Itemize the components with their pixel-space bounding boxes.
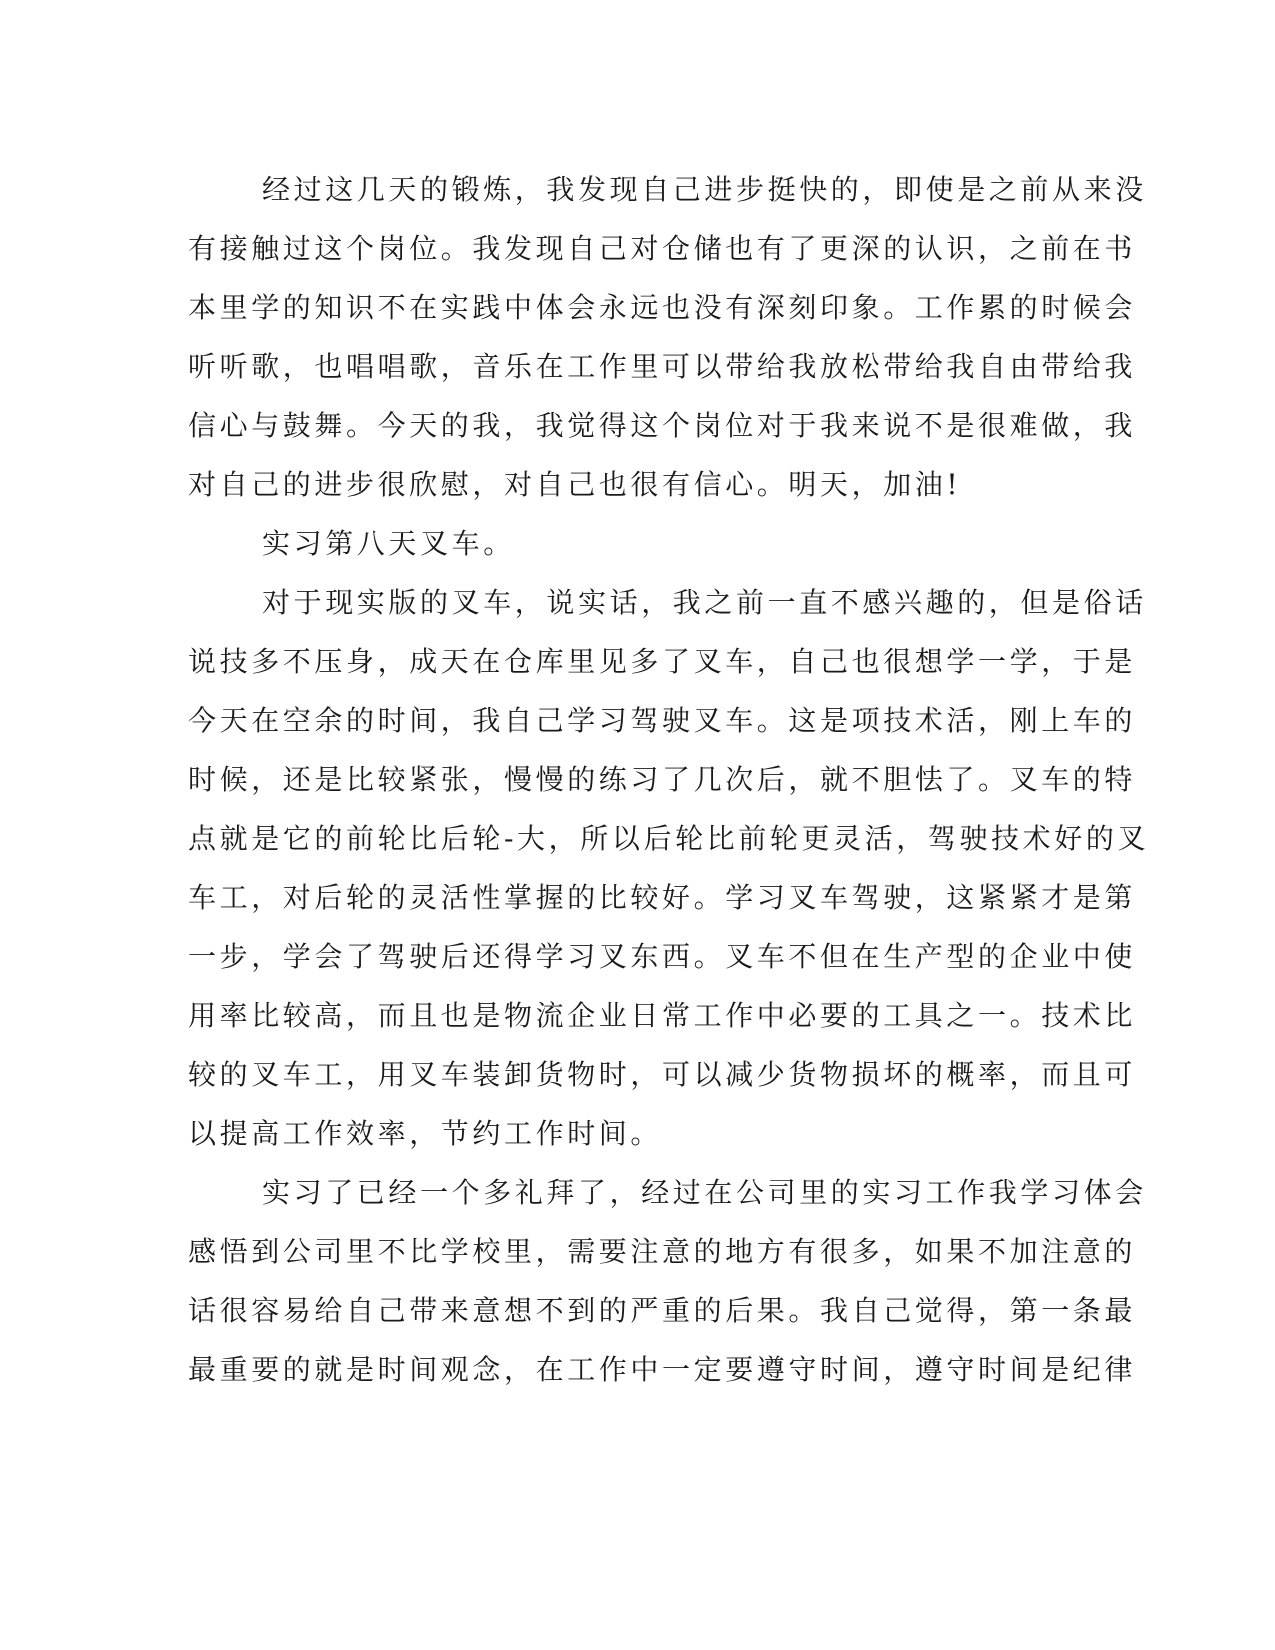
text-line: 最重要的就是时间观念，在工作中一定要遵守时间，遵守时间是纪律 — [188, 1353, 1137, 1386]
paragraph-time-discipline — [188, 1163, 1147, 1399]
paragraph-forklift — [188, 573, 1150, 1163]
section-heading: 实习第八天叉车。 — [262, 527, 515, 560]
text-line: 点就是它的前轮比后轮-大，所以后轮比前轮更灵活，驾驶技术好的叉 — [188, 822, 1150, 855]
text-line: 说技多不压身，成天在仓库里见多了叉车，自己也很想学一学，于是 — [188, 645, 1137, 678]
text-line: 有接触过这个岗位。我发现自己对仓储也有了更深的认识，之前在书 — [188, 232, 1137, 265]
text-line: 对自己的进步很欣慰，对自己也很有信心。明天，加油! — [188, 468, 962, 501]
document-body — [188, 160, 1150, 1399]
text-line: 本里学的知识不在实践中体会永远也没有深刻印象。工作累的时候会 — [188, 291, 1137, 324]
text-line: 一步，学会了驾驶后还得学习叉东西。叉车不但在生产型的企业中使 — [188, 940, 1137, 973]
paragraph-progress — [188, 160, 1147, 514]
text-line: 话很容易给自己带来意想不到的严重的后果。我自己觉得，第一条最 — [188, 1294, 1137, 1327]
text-line: 经过这几天的锻炼，我发现自己进步挺快的，即使是之前从来没 — [262, 173, 1147, 206]
text-line: 听听歌，也唱唱歌，音乐在工作里可以带给我放松带给我自由带给我 — [188, 350, 1137, 383]
text-line: 信心与鼓舞。今天的我，我觉得这个岗位对于我来说不是很难做，我 — [188, 409, 1137, 442]
text-line: 实习了已经一个多礼拜了，经过在公司里的实习工作我学习体会 — [262, 1176, 1147, 1209]
paragraph-day-heading — [188, 514, 1068, 573]
text-line: 时候，还是比较紧张，慢慢的练习了几次后，就不胆怯了。叉车的特 — [188, 763, 1137, 796]
text-line: 用率比较高，而且也是物流企业日常工作中必要的工具之一。技术比 — [188, 999, 1137, 1032]
text-line: 感悟到公司里不比学校里，需要注意的地方有很多，如果不加注意的 — [188, 1235, 1137, 1268]
text-line: 车工，对后轮的灵活性掌握的比较好。学习叉车驾驶，这紧紧才是第 — [188, 881, 1137, 914]
text-line: 对于现实版的叉车，说实话，我之前一直不感兴趣的，但是俗话 — [262, 586, 1147, 619]
text-line: 以提高工作效率，节约工作时间。 — [188, 1117, 663, 1150]
text-line: 较的叉车工，用叉车装卸货物时，可以减少货物损坏的概率，而且可 — [188, 1058, 1137, 1091]
text-line: 今天在空余的时间，我自己学习驾驶叉车。这是项技术活，刚上车的 — [188, 704, 1137, 737]
